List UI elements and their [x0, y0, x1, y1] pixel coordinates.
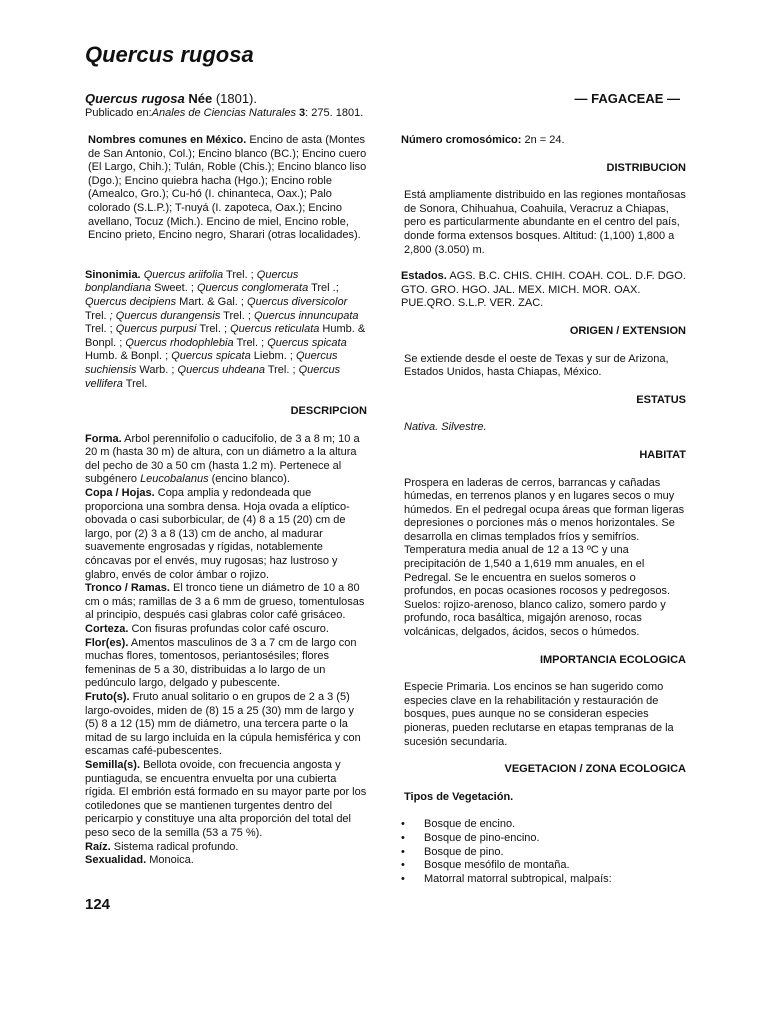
synonym-author: Warb. ;: [136, 363, 178, 376]
synonym-name: Quercus spicata: [171, 350, 251, 363]
vegetation-types-label: [401, 791, 686, 805]
fruto-text: Fruto anual solitario o en grupos de 2 a 3 (5) largo-ovoides, miden de (8) 15 a 25 (30) mm de largo y (5) 8 a 12 (15) mm de diámetro, una tercera parte o la mitad de su largo incluida en la cúpula hemisférica y con escamas café-pubescentes.: [85, 690, 361, 758]
synonym-author: Trel.: [85, 309, 110, 322]
section-heading-habitat: HABITAT: [639, 448, 686, 461]
chromosome-label: Número cromosómico:: [401, 134, 522, 146]
section-heading-estatus: ESTATUS: [636, 393, 686, 406]
synonym-author: Humb. & Bonpl. ;: [85, 350, 172, 363]
raiz-text: Sistema radical profundo.: [113, 840, 239, 853]
publication-prefix: Publicado en:: [85, 107, 152, 119]
fruto-label: Fruto(s).: [85, 690, 130, 703]
semilla-text: Bellota ovoide, con frecuencia angosta y puntiaguda, se encuentra envuelta por una cubierta rígida. El embrión está formado en su mayor parte por los cotiledones que se mantienen turgentes dentro del pericarpio y constituye una alta proporción del total del peso seco de la semilla (53 a 75 %).: [85, 758, 367, 839]
right-column: [401, 134, 686, 886]
synonym-name: Quercus ariifolia: [143, 268, 224, 281]
description-raiz: [85, 841, 367, 855]
corteza-label: Corteza.: [85, 623, 129, 635]
bullet-icon: •: [401, 831, 405, 844]
section-heading-importancia: IMPORTANCIA ECOLOGICA: [539, 653, 686, 666]
family-name: — FAGACEAE —: [574, 91, 680, 106]
section-heading-vegetacion: VEGETACION / ZONA ECOLOGICA: [504, 763, 686, 776]
synonym-name: Quercus diversicolor: [247, 295, 348, 308]
copa-label: Copa / Hojas.: [85, 487, 155, 500]
synonym-author: Trel. ;: [264, 363, 299, 376]
description-semilla: [85, 759, 367, 841]
synonym-name: Quercus purpusi: [115, 323, 197, 336]
species-name: Quercus rugosa: [85, 91, 185, 106]
synonym-author: Humb. & Bonpl. ;: [85, 323, 366, 349]
publication-journal: Anales de Ciencias Naturales: [151, 107, 296, 119]
tronco-text: El tronco tiene un diámetro de 10 a 80 cm o más; ramillas de 3 a 6 mm de grueso, tomentulosas al principio, después casi glabras color café grisáceo.: [85, 582, 365, 622]
publication-volume: 3: [299, 107, 306, 119]
synonym-name: Quercus innuncupata: [253, 309, 359, 322]
section-heading-descripcion: DESCRIPCION: [290, 405, 367, 418]
list-item-text: Bosque de pino-encino.: [424, 831, 540, 844]
list-item: [401, 859, 686, 873]
section-heading-origen: ORIGEN / EXTENSION: [569, 324, 686, 337]
list-item: [401, 846, 686, 860]
states-paragraph: [401, 270, 686, 311]
list-item: [401, 832, 686, 846]
chromosome-value: 2n = 24.: [524, 134, 565, 146]
description-forma: [85, 433, 367, 487]
origin-text: Se extiende desde el oeste de Texas y sur de Arizona, Estados Unidos, hasta Chiapas, México.: [404, 352, 669, 379]
synonym-author: Mart. & Gal. ;: [176, 295, 248, 308]
description-copa: [85, 487, 367, 582]
synonym-name: Quercus reticulata: [230, 323, 320, 336]
list-item-text: Matorral matorral subtropical, malpaís:: [424, 872, 612, 885]
synonym-author: Trel.: [122, 377, 148, 390]
section-heading-distribucion: DISTRIBUCION: [606, 161, 686, 174]
publication-pages: : 275. 1801.: [305, 107, 364, 119]
synonym-name: Quercus bonplandiana: [85, 268, 299, 295]
page-number: 124: [85, 896, 111, 913]
common-names-paragraph: [85, 134, 367, 243]
status-text: [401, 421, 686, 435]
forma-subgenus: Leucobalanus: [140, 473, 209, 486]
ecological-importance-text: Especie Primaria. Los encinos se han sugerido como especies clave en la rehabilitación y restauración de bosques, pues aunque no se consideran especies pioneras, pueden reclutarse en etapas tempranas de la sucesión secundaria.: [404, 681, 674, 748]
species-year: (1801).: [215, 91, 258, 106]
bullet-icon: •: [401, 872, 405, 885]
states-label: Estados.: [401, 270, 447, 283]
synonym-name: Quercus conglomerata: [196, 282, 309, 295]
synonym-author: Liebm. ;: [250, 350, 296, 363]
description-flor: [85, 637, 367, 691]
synonym-name: Quercus rhodophlebia: [125, 336, 234, 349]
synonym-author: Trel. ;: [196, 323, 231, 336]
corteza-text: Con fisuras profundas color café oscuro.: [131, 623, 329, 635]
synonym-author: Trel .;: [308, 282, 339, 295]
list-item: [401, 873, 686, 887]
habitat-text: Prospera en laderas de cerros, barrancas y cañadas húmedas, en terrenos planos y en lugares secos o muy húmedos. En el pedregal ocupa áreas que forman ligeras depresiones o porciones más o menos horizontales. Se desarrolla en climas templados fríos y semifríos. Temperatura media anual de 12 a 13 ºC y una precipitación de 1,540 a 1,619 mm anuales, en el Pedregal. Se le encuentra en suelos someros o profundos, en pocas ocasiones rocosos y pedregosos. Suelos: rojizo-arenoso, blanco calizo, somero pardo y profundo, roca basáltica, migajón arenoso, rocas volcánicas, delgados, ácidos, secos o húmedos.: [404, 476, 685, 639]
forma-label: Forma.: [85, 432, 122, 445]
status-value: Nativa. Silvestre.: [404, 421, 487, 434]
synonym-name: Quercus suchiensis: [85, 350, 338, 376]
copa-text: Copa amplia y redondeada que proporciona una sombra densa. Hoja ovada a elíptico-obovada o casi suborbicular, de (4) 8 a 15 (20) cm de largo, por (2) 3 a 8 (13) cm de ancho, al madurar suavemente engrosadas y rígidas, notablemente cóncavas por el envés, muy rugosas; haz lustroso y glabro, envés de color ámbar o rojizo.: [85, 487, 350, 581]
common-names-text: Encino de asta (Montes de San Antonio, Col.); Encino blanco (BC.); Encino cuero (El Largo, Chih.); Tulán, Roble (Chis.); Encino blanco liso (Dgo.); Encino quiebra hacha (Hgo.); Encino roble (Amealco, Gro.); Cu-hó (I. chinanteca, Oax.); Palo colorado (S.L.P.); T-nuyá (I. zapoteca, Oax.); Encino avellano, Tocuz (Mich.). Encino de miel, Encino roble, Encino prieto, Encino negro, Sharari (otras localidades).: [88, 134, 367, 242]
tronco-label: Tronco / Ramas.: [85, 582, 170, 595]
bullet-icon: •: [401, 859, 405, 872]
description-sexualidad: [85, 854, 367, 868]
description-fruto: [85, 691, 367, 759]
vegetation-types-list: [401, 818, 686, 886]
description-tronco: [85, 582, 367, 623]
synonym-name: ; Quercus durangensis: [109, 309, 221, 322]
synonym-name: Quercus decipiens: [85, 295, 177, 308]
species-authority: Née: [188, 91, 213, 106]
synonym-author: Trel. ;: [233, 336, 268, 349]
states-text: AGS. B.C. CHIS. CHIH. COAH. COL. D.F. DGO. GTO. GRO. HGO. JAL. MEX. MICH. MOR. OAX. PUE.QRO. S.L.P. VER. ZAC.: [401, 270, 686, 310]
list-item-text: Bosque mesófilo de montaña.: [424, 859, 570, 872]
vegetation-types-label-text: Tipos de Vegetación.: [404, 790, 514, 803]
synonymy-paragraph: [85, 269, 367, 391]
flor-label: Flor(es).: [85, 636, 129, 649]
sexualidad-text: Monoica.: [149, 854, 194, 867]
bullet-icon: •: [401, 845, 405, 858]
list-item: [401, 818, 686, 832]
forma-end: (encino blanco).: [211, 473, 290, 486]
synonymy-label: Sinonimia.: [85, 268, 141, 281]
synonym-name: Quercus vellifera: [85, 363, 341, 390]
description-block: [85, 433, 367, 868]
distribution-text: Está ampliamente distribuido en las regiones montañosas de Sonora, Chihuahua, Coahuila, Veracruz a Chiapas, pero es particularmente abundante en el centro del país, donde forma extensos bosques. Altitud: (1,100) 1,800 a 2,800 (3.050) m.: [404, 189, 686, 256]
publication-line: [85, 107, 363, 119]
semilla-label: Semilla(s).: [85, 758, 141, 771]
chromosome-number: [401, 134, 686, 148]
synonym-name: Quercus uhdeana: [177, 363, 265, 376]
left-column: [85, 134, 367, 868]
synonym-author: Trel. ;: [85, 323, 116, 336]
forma-text: Arbol perennifolio o caducifolio, de 3 a 8 m; 10 a 20 m (hasta 30 m) de altura, con un diámetro a la altura del pecho de 30 a 50 cm (hasta 1.2 m). Pertenece al subgénero: [85, 432, 360, 486]
synonym-author: Trel. ;: [220, 309, 254, 322]
description-corteza: [85, 623, 367, 637]
species-heading: [85, 91, 257, 106]
sexualidad-label: Sexualidad.: [85, 854, 147, 867]
synonym-author: Trel. ;: [223, 268, 257, 281]
list-item-text: Bosque de encino.: [424, 818, 516, 831]
bullet-icon: •: [401, 818, 405, 831]
synonym-name: Quercus spicata: [267, 336, 347, 349]
synonym-author: Sweet. ;: [151, 282, 197, 295]
common-names-label: Nombres comunes en México.: [88, 134, 247, 146]
raiz-label: Raíz.: [85, 840, 111, 853]
flor-text: Amentos masculinos de 3 a 7 cm de largo con muchas flores, tomentosos, periantosésiles; flores femeninas de 5 a 30, distribuidas a lo largo de un pedúnculo largo, delgado y pubescente.: [85, 636, 357, 690]
list-item-text: Bosque de pino.: [424, 845, 504, 858]
page-title: Quercus rugosa: [85, 42, 254, 67]
